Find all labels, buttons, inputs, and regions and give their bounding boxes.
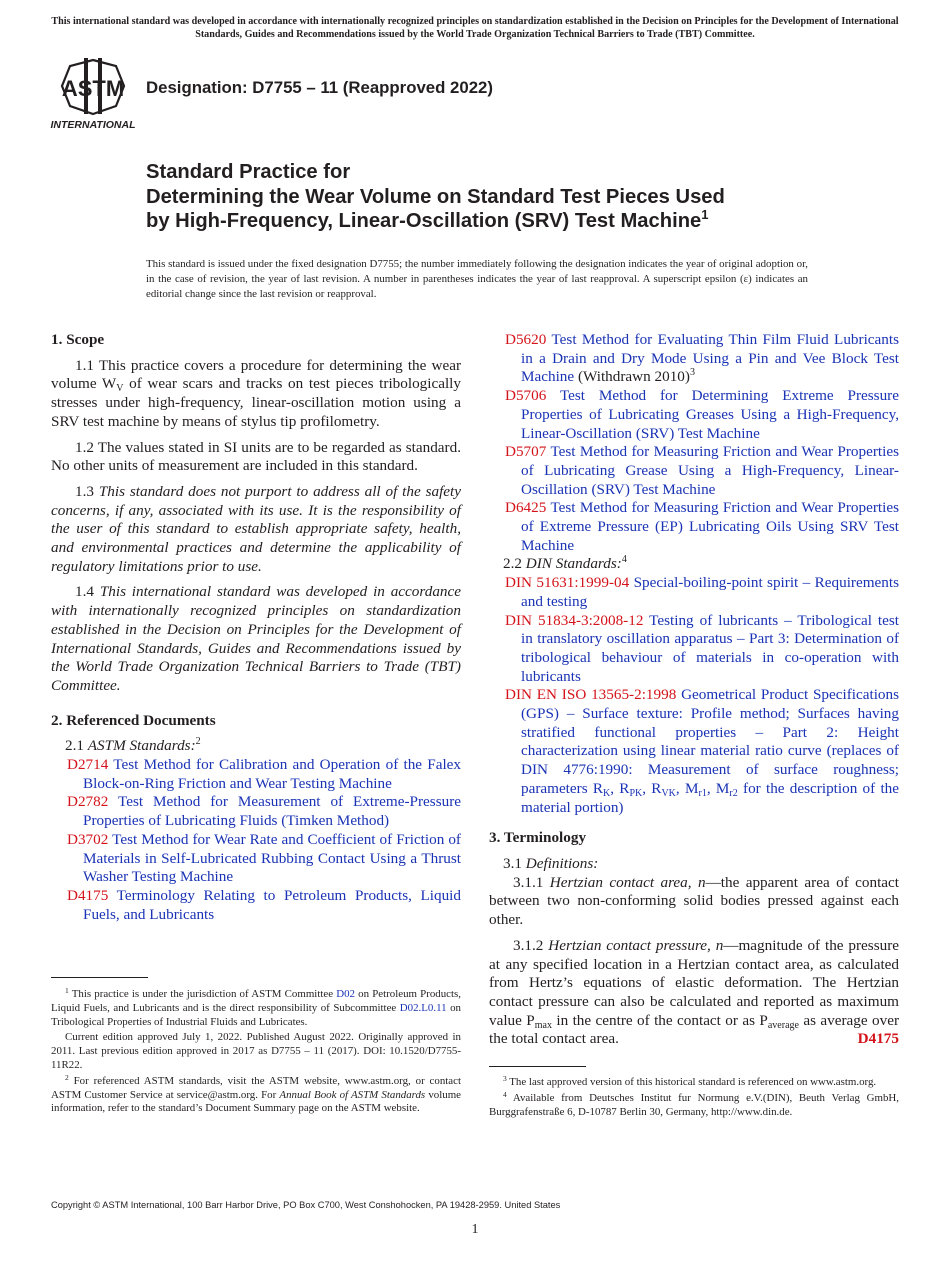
footnote-1-edition: Current edition approved July 1, 2022. Published August 2022. Originally approved in 2011. Last previous edition approved in 2017 as D7755 – 11 (2017). DOI: 10.1520/D7755-11R22. [51, 1031, 461, 1071]
scope-1-1: 1.1 This practice covers a procedure for determining the wear volume $W_V$ of wear scars and tracks on test pieces tribologically stresses under high-frequency, linear-oscillation motion using a SRV test machine by means of stylus tip profilometry. [51, 356, 461, 430]
footnote-rule-right [489, 1066, 586, 1067]
title-line-2: Determining the Wear Volume on Standard Test Pieces Used [146, 185, 725, 208]
ref-din-en-iso-13565[interactable]: DIN EN ISO 13565-2:1998 Geometrical Product Specifications (GPS) – Surface texture: Profile method; Surfaces having stratified functional properties – Part 2: Height characterization using linear material ratio curve (replaces of DIN 4776:1990: Measurement of surface roughness; parameters $R_K$, $R_{PK}$, $R_{VK}$, $M_{r1}$, $M_{r2}$ for the description of the material portion) [505, 686, 900, 816]
document-title [146, 160, 725, 234]
subcommittee-link[interactable]: D02.L0.11 [399, 1001, 447, 1014]
ref-din-51631[interactable]: DIN 51631:1999-04 Special-boiling-point spirit – Requirements and testing [505, 574, 899, 610]
copyright-line: Copyright © ASTM International, 100 Barr Harbor Drive, PO Box C700, West Conshohocken, PA 19428-2959. United States [51, 1200, 561, 1210]
def-hertzian-contact-area: 3.1.1 Hertzian contact area, n—the apparent area of contact between two non-conforming solid bodies pressed against each other. [489, 873, 900, 929]
astm-logo-subtext: INTERNATIONAL [50, 119, 136, 131]
astm-logo-text: ASTM [61, 76, 125, 101]
title-line-1: Standard Practice for [146, 161, 351, 183]
title-line-3: by High-Frequency, Linear-Oscillation (SRV) Test Machine$^1$ [146, 207, 709, 232]
footnote-rule-left [51, 977, 148, 978]
right-column [489, 331, 899, 1049]
committee-d02-link[interactable]: D02 [336, 988, 355, 1000]
d4175-source-ref[interactable]: D4175 [857, 1030, 899, 1048]
scope-1-3: 1.3 This standard does not purport to address all of the safety concerns, if any, associated with its use. It is the responsibility of the user of this standard to establish appropriate safety, health, and environmental practices and determine the applicability of regulatory limitations prior to use. [51, 482, 461, 575]
section-heading-terminology: 3. Terminology [489, 829, 587, 847]
definitions-label: 3.1 Definitions: [503, 854, 599, 872]
def-hertzian-contact-pressure: 3.1.2 Hertzian contact pressure, n—magnitude of the pressure at any specified location in a Hertzian contact area, as calculated from Hertz’s equations of elastic deformation. The Hertzian contact pressure can also be calculated and reported as maximum value $P_{max}$ in the centre of the contact or as $P_{average}$ as average over the total contact area. D4175 [489, 936, 900, 1048]
ref-d2714[interactable]: D2714 Test Method for Calibration and Operation of the Falex Block-on-Ring Friction and Wear Testing Machine [67, 756, 461, 792]
ref-d5620[interactable]: D5620 Test Method for Evaluating Thin Film Fluid Lubricants in a Drain and Dry Mode Using a Pin and Vee Block Test Machine (Withdrawn 2010)$^3$ [505, 331, 900, 386]
footnote-4: $^4$ Available from Deutsches Institut fur Normung e.V.(DIN), Beuth Verlag GmbH, Burggrafenstraße 6, D-10787 Berlin 30, Germany, http://www.din.de. [489, 1089, 899, 1118]
section-heading-scope: 1. Scope [51, 331, 105, 348]
left-column [51, 331, 461, 924]
issuance-statement: This standard is issued under the fixed designation D7755; the number immediately following the designation indicates the year of original adoption or, in the case of revision, the year of last revision. A number in parentheses indicates the year of last reapproval. A superscript epsilon (ε) indicates an editorial change since the last revision or reapproval. [146, 258, 808, 300]
footnote-3: $^3$ The last approved version of this historical standard is referenced on www.astm.org. [503, 1074, 877, 1088]
footnote-2: $^2$ For referenced ASTM standards, visit the ASTM website, www.astm.org, or contact ASTM Customer Service at service@astm.org. For Annual Book of ASTM Standards volume information, refer to the standard’s Document Summary page on the ASTM website. [51, 1072, 461, 1115]
ref-d5706[interactable]: D5706 Test Method for Determining Extreme Pressure Properties of Lubricating Greases Using a High-Frequency, Linear-Oscillation (SRV) Test Machine [505, 387, 899, 442]
ref-d4175[interactable]: D4175 Terminology Relating to Petroleum Products, Liquid Fuels, and Lubricants [67, 886, 461, 923]
title-footnote-mark: 1 [701, 207, 709, 222]
ref-d2782[interactable]: D2782 Test Method for Measurement of Extreme-Pressure Properties of Lubricating Fluids (Timken Method) [67, 793, 461, 830]
ref-d3702[interactable]: D3702 Test Method for Wear Rate and Coefficient of Friction of Materials in Self-Lubricated Rubbing Contact Using a Thrust Washer Testing Machine [67, 830, 461, 886]
scope-1-4: 1.4 This international standard was developed in accordance with internationally recognized principles on standardization established in the Decision on Principles for the Development of International Standards, Guides and Recommendations issued by the World Trade Organization Technical Barriers to Trade (TBT) Committee. [51, 583, 461, 694]
din-standards-label: 2.2 DIN Standards:$^4$ [503, 554, 627, 573]
designation: Designation: D7755 – 11 (Reapproved 2022) [146, 78, 493, 97]
ref-din-51834[interactable]: DIN 51834-3:2008-12 Testing of lubricants – Tribological test in translatory oscillation apparatus – Part 3: Determination of tribological behaviour of materials in co-operation with lubricants [505, 611, 899, 685]
ref-d6425[interactable]: D6425 Test Method for Measuring Friction and Wear Properties of Extreme Pressure (EP) Lubricating Oils Using SRV Test Machine [505, 499, 899, 554]
astm-logo [50, 56, 136, 132]
tbt-banner: This international standard was developed in accordance with internationally recognized principles on standardization established in the Decision on Principles for the Development of International Standards, Guides and Recommendations issued by the World Trade Organization Technical Barriers to Trade (TBT) Committee. [51, 16, 899, 40]
footnote-1: $^1$ This practice is under the jurisdiction of ASTM Committee D02 on Petroleum Products, Liquid Fuels, and Lubricants and is the direct responsibility of Subcommittee D02.L0.11 on Tribological Properties of Industrial Fluids and Lubricates. [51, 986, 461, 1028]
footnotes-right [489, 1076, 899, 1121]
page-number: 1 [471, 1222, 479, 1237]
scope-1-2: 1.2 The values stated in SI units are to be regarded as standard. No other units of measurement are included in this standard. [51, 438, 461, 475]
ref-d5707[interactable]: D5707 Test Method for Measuring Friction and Wear Properties of Lubricating Grease Using a High-Frequency, Linear-Oscillation (SRV) Test Machine [505, 443, 899, 498]
astm-standards-label: 2.1 ASTM Standards:$^2$ [65, 736, 201, 755]
footnotes-left [51, 988, 461, 1118]
section-heading-referenced: 2. Referenced Documents [51, 711, 216, 729]
